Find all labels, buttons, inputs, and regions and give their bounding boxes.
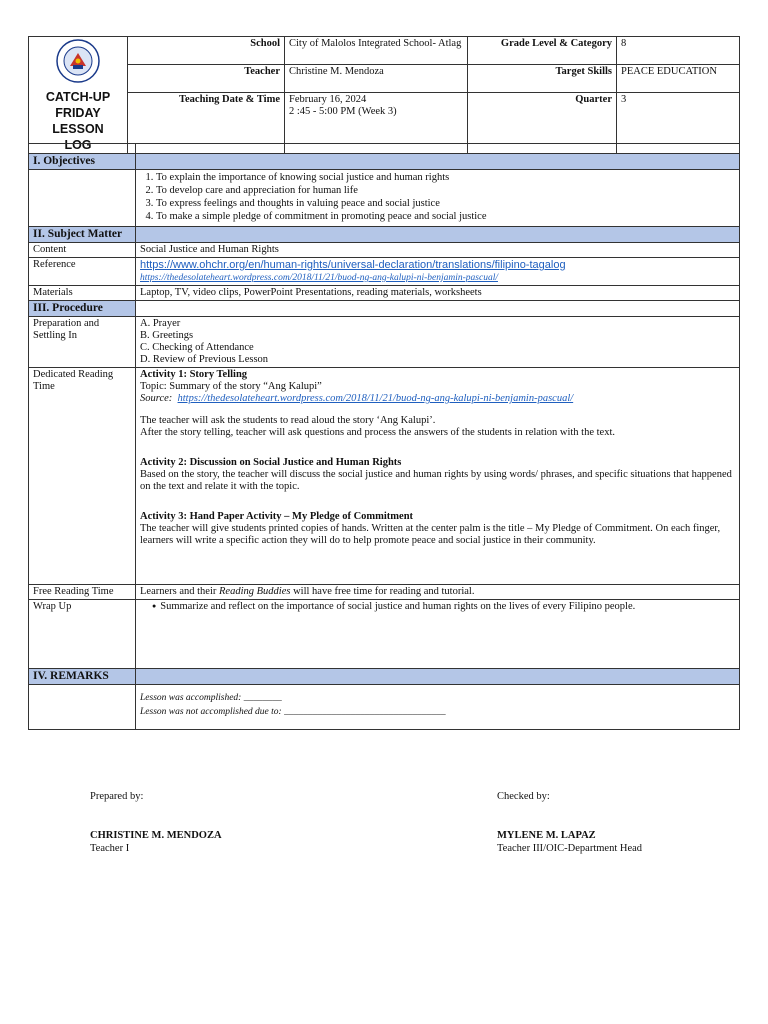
logo-cell: [29, 37, 128, 154]
log-title-line: FRIDAY: [55, 106, 101, 120]
content-label: Content: [29, 243, 136, 258]
source-link[interactable]: https://thedesolateheart.wordpress.com/2018/11/21/buod-ng-ang-kalupi-ni-benjamin-pascual/: [177, 393, 574, 404]
log-title-line: CATCH-UP: [45, 90, 111, 104]
reading-label: Dedicated Reading Time: [29, 368, 136, 585]
objectives-left-cell: [29, 170, 136, 227]
reference-label: Reference: [29, 258, 136, 286]
checked-by-block: [497, 790, 642, 855]
reference-link[interactable]: https://thedesolateheart.wordpress.com/2018/11/21/buod-ng-ang-kalupi-ni-benjamin-pascual/: [140, 273, 498, 283]
prepared-name: CHRISTINE M. MENDOZA: [90, 830, 222, 841]
activity-3-title: Activity 3: Hand Paper Activity – My Pledge of Commitment: [140, 511, 414, 522]
deped-seal-icon: [56, 39, 100, 83]
spacer-cell: [136, 144, 740, 154]
objectives-list-cell: [136, 170, 740, 227]
quarter-label: Quarter: [468, 92, 617, 153]
school-value: City of Malolos Integrated School- Atlag: [285, 37, 468, 65]
activity-1-source: [140, 393, 735, 405]
objective-item: 2. To develop care and appreciation for human life: [156, 184, 735, 197]
wrap-up-item: ● Summarize and reflect on the importance of social justice and human rights on the lives of every Filipino people.: [152, 601, 735, 613]
date-value-line: February 16, 2024: [289, 93, 367, 105]
activity-1-title: Activity 1: Story Telling: [140, 369, 248, 380]
free-reading-text: Learners and their: [140, 586, 220, 597]
activity-2-text: Based on the story, the teacher will discuss the social justice and human rights by using words/ phrases, and specific situations that happened on the text and relate it with the topic.: [140, 469, 732, 492]
wrap-up-label: Wrap Up: [29, 600, 136, 669]
procedure-heading: III. Procedure: [29, 301, 136, 317]
checked-name: MYLENE M. LAPAZ: [497, 830, 596, 841]
teacher-value: Christine M. Mendoza: [285, 64, 468, 92]
checked-title: Teacher III/OIC-Department Head: [497, 843, 643, 854]
content-value: Social Justice and Human Rights: [136, 243, 740, 258]
checked-label: Checked by:: [497, 791, 550, 802]
grade-value: 8: [617, 37, 740, 65]
header-table: [28, 36, 740, 154]
prepared-by-block: [90, 790, 222, 855]
prep-item: C. Checking of Attendance: [140, 342, 254, 353]
school-label: School: [128, 37, 285, 65]
skills-label: Target Skills: [468, 64, 617, 92]
materials-label: Materials: [29, 286, 136, 301]
objective-item: 1. To explain the importance of knowing social justice and human rights: [156, 171, 735, 184]
free-reading-text: will have free time for reading and tutorial.: [290, 586, 475, 597]
lesson-table: [28, 143, 740, 730]
remarks-left-cell: [29, 685, 136, 730]
prepared-label: Prepared by:: [90, 791, 144, 802]
free-reading-cell: [136, 585, 740, 600]
reading-cell: [136, 368, 740, 585]
reference-cell: [136, 258, 740, 286]
remarks-not-accomplished: Lesson was not accomplished due to: __________________________________: [140, 707, 446, 717]
reference-link[interactable]: https://www.ohchr.org/en/human-rights/universal-declaration/translations/filipino-tagalog: [140, 259, 566, 271]
subject-heading: II. Subject Matter: [29, 227, 136, 243]
prep-label: Preparation and Settling In: [29, 317, 136, 368]
spacer-cell: [29, 144, 136, 154]
prep-item: D. Review of Previous Lesson: [140, 354, 269, 365]
remarks-accomplished: Lesson was accomplished: ________: [140, 693, 282, 703]
log-title-line: LESSON: [52, 122, 104, 136]
date-label: Teaching Date & Time: [128, 92, 285, 153]
objectives-heading: I. Objectives: [29, 154, 136, 170]
objective-item: 3. To express feelings and thoughts in valuing peace and social justice: [156, 197, 735, 210]
section-band: [136, 227, 740, 243]
prep-cell: [136, 317, 740, 368]
skills-value: PEACE EDUCATION: [617, 64, 740, 92]
prepared-title: Teacher I: [90, 843, 130, 854]
section-band: [136, 154, 740, 170]
free-reading-label: Free Reading Time: [29, 585, 136, 600]
reading-buddies-text: Reading Buddies: [219, 586, 291, 597]
time-value-line: 2 :45 - 5:00 PM (Week 3): [289, 105, 397, 117]
grade-label: Grade Level & Category: [468, 37, 617, 65]
activity-1-topic: Topic: Summary of the story “Ang Kalupi”: [140, 381, 322, 392]
remarks-cell: [136, 685, 740, 730]
activity-2-title: Activity 2: Discussion on Social Justice and Human Rights: [140, 457, 402, 468]
wrap-up-list: [140, 601, 735, 613]
section-band: [136, 669, 740, 685]
materials-value: Laptop, TV, video clips, PowerPoint Presentations, reading materials, worksheets: [136, 286, 740, 301]
teacher-label: Teacher: [128, 64, 285, 92]
prep-item: B. Greetings: [140, 330, 194, 341]
remarks-heading: IV. REMARKS: [29, 669, 136, 685]
section-band: [136, 301, 740, 317]
source-label: Source:: [140, 393, 173, 404]
activity-3-text: The teacher will give students printed copies of hands. Written at the center palm is the title – My Pledge of Commitment. On each finger, learners will write a specific action they will do to help promote peace and social justice in their community.: [140, 523, 721, 546]
log-title-line: LOG: [64, 138, 92, 152]
activity-1-text: After the story telling, teacher will ask questions and process the answers of the students in relation with the text.: [140, 427, 616, 438]
objectives-list: [140, 171, 735, 223]
wrap-up-cell: [136, 600, 740, 669]
quarter-value: 3: [617, 92, 740, 153]
activity-1-text: The teacher will ask the students to read aloud the story ‘Ang Kalupi’.: [140, 415, 436, 426]
objective-item: 4. To make a simple pledge of commitment in promoting peace and social justice: [156, 210, 735, 223]
prep-item: A. Prayer: [140, 318, 181, 329]
